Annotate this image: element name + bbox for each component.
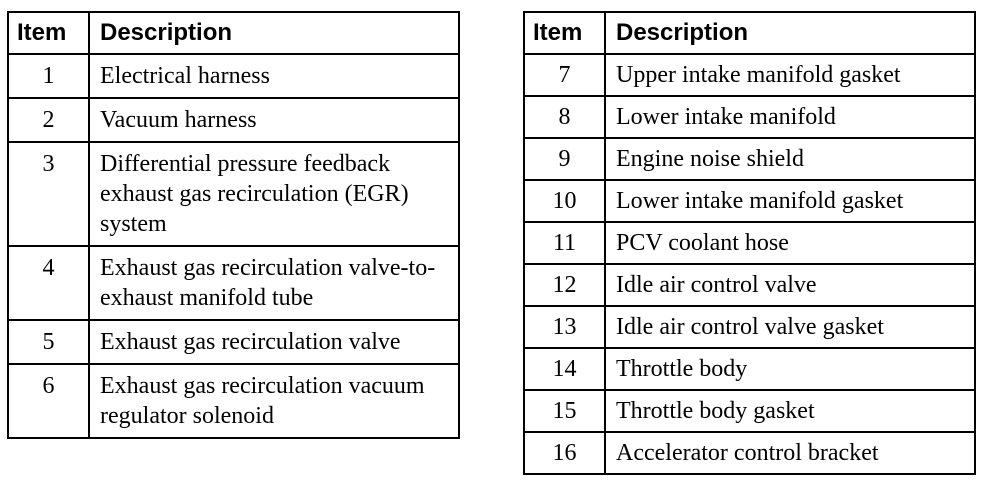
item-number: 7 [524,54,605,96]
table-row [524,54,975,96]
item-number: 1 [8,54,89,98]
item-description: Accelerator control bracket [605,432,975,474]
item-description: Idle air control valve gasket [605,306,975,348]
parts-legend-table-right [523,11,976,475]
item-number: 16 [524,432,605,474]
item-number: 9 [524,138,605,180]
table-row [524,432,975,474]
item-number: 3 [8,142,89,246]
item-description: Vacuum harness [89,98,459,142]
table-header-row [8,12,459,54]
table-row [8,320,459,364]
item-number: 13 [524,306,605,348]
item-description: Exhaust gas recirculation valve [89,320,459,364]
table-row [524,348,975,390]
item-column-header: Item [8,12,89,54]
item-number: 10 [524,180,605,222]
description-column-header: Description [89,12,459,54]
table-row [524,264,975,306]
item-description: PCV coolant hose [605,222,975,264]
item-number: 8 [524,96,605,138]
table-row [524,222,975,264]
item-description: Lower intake manifold [605,96,975,138]
table-row [8,54,459,98]
description-column-header: Description [605,12,975,54]
item-number: 14 [524,348,605,390]
table-row [524,306,975,348]
item-description: Differential pressure feedback exhaust gas recirculation (EGR) system [89,142,459,246]
item-number: 2 [8,98,89,142]
item-number: 12 [524,264,605,306]
table-row [8,98,459,142]
item-description: Throttle body gasket [605,390,975,432]
item-description: Exhaust gas recirculation vacuum regulator solenoid [89,364,459,438]
item-number: 4 [8,246,89,320]
item-description: Throttle body [605,348,975,390]
table-row [524,180,975,222]
table-row [8,246,459,320]
item-number: 6 [8,364,89,438]
table-header-row [524,12,975,54]
item-description: Idle air control valve [605,264,975,306]
item-number: 15 [524,390,605,432]
table-row [8,142,459,246]
item-description: Lower intake manifold gasket [605,180,975,222]
item-description: Electrical harness [89,54,459,98]
item-description: Engine noise shield [605,138,975,180]
table-row [524,390,975,432]
item-number: 11 [524,222,605,264]
item-column-header: Item [524,12,605,54]
table-row [524,138,975,180]
item-description: Upper intake manifold gasket [605,54,975,96]
item-number: 5 [8,320,89,364]
table-row [524,96,975,138]
table-row [8,364,459,438]
parts-legend-table-left [7,11,460,439]
item-description: Exhaust gas recirculation valve-to-exhaust manifold tube [89,246,459,320]
